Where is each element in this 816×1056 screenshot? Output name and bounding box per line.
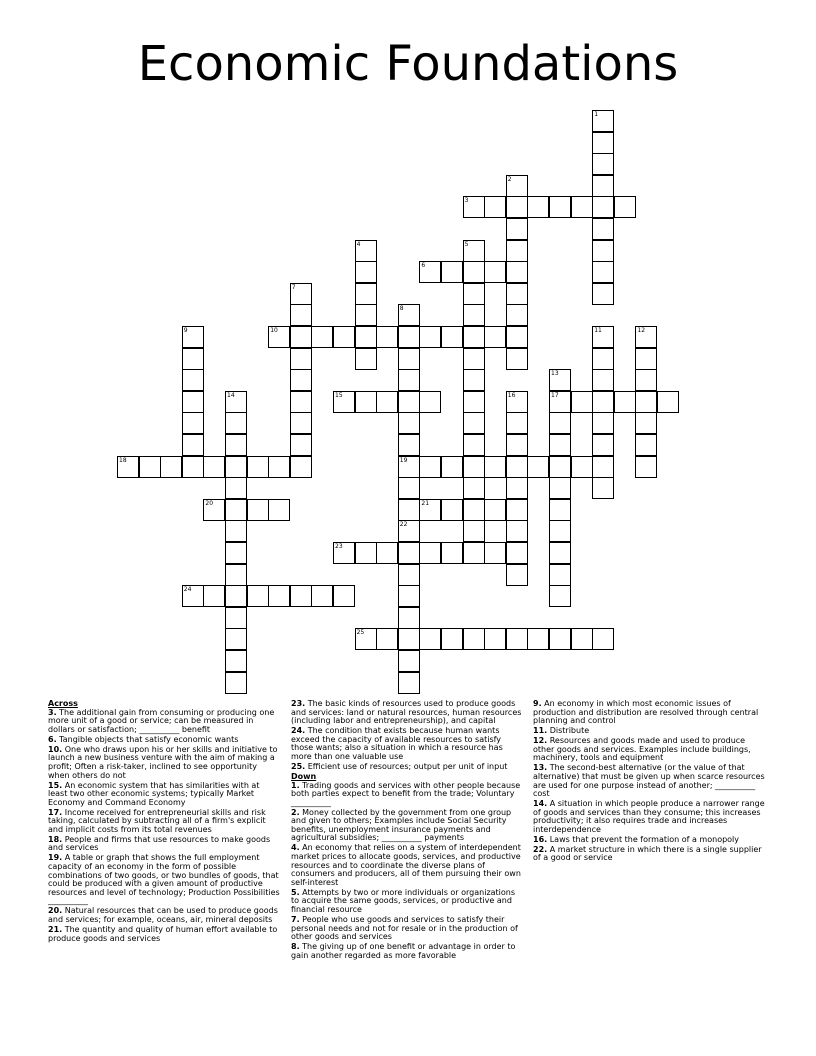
grid-cell[interactable]	[355, 326, 377, 348]
grid-cell[interactable]	[182, 434, 204, 456]
grid-cell[interactable]	[311, 585, 333, 607]
grid-cell[interactable]	[290, 434, 312, 456]
grid-clue-number: 24	[183, 586, 192, 594]
grid-clue-number: 21	[421, 499, 430, 507]
grid-cell[interactable]	[506, 218, 528, 240]
clue-text: An economic system that has similarities with at least two other economic systems; typically Market Economy and Command Economy	[48, 780, 260, 807]
grid-cell[interactable]	[657, 391, 679, 413]
grid-clue-number: 19	[399, 456, 408, 464]
grid-cell[interactable]	[398, 456, 420, 478]
clue-item	[291, 763, 523, 772]
grid-cell[interactable]	[225, 434, 247, 456]
grid-cell[interactable]	[549, 434, 571, 456]
grid-cell[interactable]	[225, 650, 247, 672]
grid-cell[interactable]	[463, 628, 485, 650]
grid-clue-number: 1	[594, 111, 599, 118]
grid-cell[interactable]	[290, 304, 312, 326]
grid-clue-number: 20	[205, 499, 214, 507]
grid-cell[interactable]	[247, 585, 269, 607]
grid-cell[interactable]	[463, 456, 485, 478]
grid-cell[interactable]	[549, 369, 571, 391]
grid-cell[interactable]	[398, 499, 420, 521]
grid-cell[interactable]	[549, 585, 571, 607]
clue-item	[291, 844, 523, 887]
clue-item	[48, 907, 280, 924]
grid-cell[interactable]	[182, 585, 204, 607]
grid-cell[interactable]	[614, 196, 636, 218]
grid-cell[interactable]	[484, 196, 506, 218]
grid-cell[interactable]	[268, 585, 290, 607]
clue-item	[533, 737, 765, 763]
grid-cell[interactable]	[463, 348, 485, 370]
clue-number: 4.	[291, 843, 300, 853]
grid-cell[interactable]	[333, 585, 355, 607]
grid-cell[interactable]	[355, 542, 377, 564]
grid-clue-number: 15	[335, 391, 343, 399]
grid-cell[interactable]	[506, 348, 528, 370]
grid-cell[interactable]	[506, 326, 528, 348]
grid-cell[interactable]	[376, 391, 398, 413]
grid-cell[interactable]	[635, 412, 657, 434]
grid-cell[interactable]	[463, 326, 485, 348]
grid-cell[interactable]	[441, 499, 463, 521]
grid-clue-number: 10	[270, 327, 278, 334]
grid-clue-number: 23	[335, 543, 343, 550]
clue-text: One who draws upon his or her skills and initiative to launch a new business venture with the aim of making a profit; Often a risk-taker, inclined to see opportunity when others do not	[48, 744, 278, 780]
grid-cell[interactable]	[592, 434, 614, 456]
clue-number: 15.	[48, 780, 63, 790]
grid-cell[interactable]	[592, 196, 614, 218]
grid-cell[interactable]	[139, 456, 161, 478]
grid-cell[interactable]	[592, 132, 614, 154]
grid-cell[interactable]	[160, 456, 182, 478]
grid-cell[interactable]	[398, 564, 420, 586]
clue-item	[48, 746, 280, 780]
clue-number: 2.	[291, 807, 300, 817]
clue-text: The additional gain from consuming or producing one more unit of a good or service; can be measured in dollars or satisfaction; __________ benefit	[48, 707, 275, 734]
clue-text: Income received for entrepreneurial skills and risk taking, calculated by subtracting all of a firm's explicit and implicit costs from its total revenues	[48, 807, 266, 834]
grid-cell[interactable]	[182, 348, 204, 370]
grid-cell[interactable]	[506, 564, 528, 586]
grid-cell[interactable]	[247, 499, 269, 521]
grid-clue-number: 9	[183, 327, 188, 334]
grid-cell[interactable]	[592, 261, 614, 283]
clue-text: A table or graph that shows the full employment capacity of an economy in the form of possible combinations of two goods, or two bundles of goods, that could be produced with a given amount of productive resources and level of technology; Production Possibilities __________	[48, 853, 280, 906]
grid-cell[interactable]	[549, 499, 571, 521]
grid-cell[interactable]	[376, 628, 398, 650]
grid-cell[interactable]	[484, 499, 506, 521]
grid-cell[interactable]	[290, 369, 312, 391]
grid-cell[interactable]	[463, 391, 485, 413]
grid-cell[interactable]	[290, 456, 312, 478]
grid-cell[interactable]	[419, 499, 441, 521]
clue-number: 8.	[291, 942, 300, 952]
grid-cell[interactable]	[592, 283, 614, 305]
clue-item	[533, 727, 765, 736]
clue-item	[48, 709, 280, 735]
clue-text: Attempts by two or more individuals or organizations to acquire the same goods, services, or productive and financial resource	[291, 887, 516, 914]
grid-clue-number: 17	[551, 391, 559, 399]
grid-cell[interactable]	[225, 456, 247, 478]
clue-number: 24.	[291, 726, 306, 736]
clue-number: 22.	[533, 844, 548, 854]
grid-cell[interactable]	[225, 520, 247, 542]
grid-cell[interactable]	[549, 412, 571, 434]
clue-column-2	[291, 700, 523, 962]
clue-number: 9.	[533, 699, 542, 708]
grid-cell[interactable]	[398, 542, 420, 564]
grid-cell[interactable]	[527, 196, 549, 218]
grid-cell[interactable]	[635, 348, 657, 370]
grid-cell[interactable]	[203, 585, 225, 607]
grid-cell[interactable]	[463, 520, 485, 542]
grid-cell[interactable]	[506, 196, 528, 218]
grid-cell[interactable]	[355, 261, 377, 283]
grid-cell[interactable]	[463, 240, 485, 262]
grid-cell[interactable]	[592, 240, 614, 262]
clue-column-3	[533, 700, 765, 864]
clue-text: An economy in which most economic issues of production and distribution are resolved through central planning and control	[533, 699, 759, 726]
grid-cell[interactable]	[635, 369, 657, 391]
clue-item	[533, 846, 765, 863]
grid-cell[interactable]	[506, 412, 528, 434]
clue-text: The second-best alternative (or the value of that alternative) that must be given up when scarce resources are used for one purpose instead of another; __________ cost	[533, 763, 765, 799]
grid-cell[interactable]	[290, 283, 312, 305]
clue-text: Distribute	[547, 726, 590, 736]
grid-cell[interactable]	[225, 477, 247, 499]
clue-text: The condition that exists because human wants exceed the capacity of available resources to satisfy those wants; also a situation in which a resource has more than one valuable use	[291, 726, 503, 761]
grid-cell[interactable]	[182, 326, 204, 348]
clue-number: 6.	[48, 734, 57, 744]
grid-cell[interactable]	[592, 477, 614, 499]
grid-cell[interactable]	[592, 218, 614, 240]
clue-text: Trading goods and services with other people because both parties expect to benefit from the trade; Voluntary __________	[291, 780, 521, 807]
grid-cell[interactable]	[419, 628, 441, 650]
clue-number: 11.	[533, 726, 548, 736]
grid-cell[interactable]	[484, 326, 506, 348]
grid-clue-number: 11	[594, 327, 602, 334]
grid-cell[interactable]	[592, 412, 614, 434]
grid-cell[interactable]	[225, 391, 247, 413]
clue-item	[291, 782, 523, 808]
grid-cell[interactable]	[635, 391, 657, 413]
grid-cell[interactable]	[463, 196, 485, 218]
clue-number: 18.	[48, 834, 63, 844]
clue-item	[533, 836, 765, 845]
grid-cell[interactable]	[355, 240, 377, 262]
clue-number: 5.	[291, 887, 300, 897]
grid-cell[interactable]	[398, 477, 420, 499]
grid-cell[interactable]	[355, 304, 377, 326]
clue-text: Tangible objects that satisfy economic wants	[56, 734, 239, 744]
grid-cell[interactable]	[506, 520, 528, 542]
clue-number: 14.	[533, 799, 548, 809]
grid-cell[interactable]	[225, 672, 247, 694]
grid-cell[interactable]	[376, 326, 398, 348]
grid-cell[interactable]	[398, 520, 420, 542]
clue-item	[48, 836, 280, 853]
grid-cell[interactable]	[203, 499, 225, 521]
grid-cell[interactable]	[506, 434, 528, 456]
grid-cell[interactable]	[463, 261, 485, 283]
grid-cell[interactable]	[398, 628, 420, 650]
grid-cell[interactable]	[419, 261, 441, 283]
grid-cell[interactable]	[592, 326, 614, 348]
grid-cell[interactable]	[268, 456, 290, 478]
grid-clue-number: 6	[421, 262, 426, 270]
across-heading: Across	[48, 699, 78, 708]
clue-number: 21.	[48, 924, 63, 934]
grid-cell[interactable]	[117, 456, 139, 478]
grid-cell[interactable]	[549, 477, 571, 499]
clue-number: 7.	[291, 914, 300, 924]
clue-text: People who use goods and services to satisfy their personal needs and not for resale or in the production of other goods and services	[291, 914, 518, 942]
clue-item	[291, 943, 523, 960]
grid-cell[interactable]	[182, 369, 204, 391]
grid-clue-number: 5	[464, 240, 469, 248]
grid-clue-number: 7	[291, 283, 296, 291]
grid-cell[interactable]	[441, 628, 463, 650]
grid-cell[interactable]	[592, 456, 614, 478]
grid-clue-number: 2	[507, 175, 512, 183]
grid-cell[interactable]	[571, 391, 593, 413]
grid-cell[interactable]	[549, 456, 571, 478]
clue-number: 19.	[48, 853, 63, 863]
clue-text: People and firms that use resources to make goods and services	[48, 834, 271, 853]
clue-number: 10.	[48, 744, 63, 754]
clue-number: 20.	[48, 906, 63, 916]
grid-cell[interactable]	[225, 585, 247, 607]
grid-clue-number: 8	[399, 305, 404, 313]
grid-cell[interactable]	[398, 304, 420, 326]
grid-cell[interactable]	[182, 412, 204, 434]
grid-cell[interactable]	[463, 283, 485, 305]
grid-cell[interactable]	[463, 412, 485, 434]
grid-cell[interactable]	[182, 391, 204, 413]
grid-cell[interactable]	[463, 369, 485, 391]
grid-cell[interactable]	[398, 412, 420, 434]
clue-item	[533, 700, 765, 726]
grid-cell[interactable]	[592, 391, 614, 413]
grid-cell[interactable]	[441, 326, 463, 348]
grid-cell[interactable]	[311, 326, 333, 348]
grid-clue-number: 22	[399, 521, 408, 529]
clue-text: The giving up of one benefit or advantage in order to gain another regarded as more favorable	[291, 942, 516, 960]
grid-cell[interactable]	[268, 326, 290, 348]
grid-cell[interactable]	[463, 542, 485, 564]
page-title: Economic Foundations	[137, 36, 679, 92]
grid-cell[interactable]	[441, 456, 463, 478]
grid-cell[interactable]	[506, 304, 528, 326]
grid-clue-number: 14	[227, 391, 235, 399]
grid-cell[interactable]	[355, 391, 377, 413]
grid-cell[interactable]	[506, 628, 528, 650]
grid-cell[interactable]	[355, 628, 377, 650]
clue-number: 12.	[533, 736, 548, 746]
clue-text: Efficient use of resources; output per unit of input	[305, 761, 508, 771]
grid-cell[interactable]	[225, 607, 247, 629]
grid-cell[interactable]	[441, 261, 463, 283]
grid-cell[interactable]	[506, 391, 528, 413]
grid-cell[interactable]	[441, 542, 463, 564]
grid-cell[interactable]	[463, 434, 485, 456]
grid-cell[interactable]	[635, 456, 657, 478]
grid-cell[interactable]	[398, 607, 420, 629]
grid-cell[interactable]	[592, 175, 614, 197]
grid-cell[interactable]	[463, 304, 485, 326]
clue-item	[48, 809, 280, 835]
clue-number: 25.	[291, 761, 306, 771]
clue-text: An economy that relies on a system of interdependent market prices to allocate goods, services, and productive resources and to coordinate the diverse plans of consumers and producers, all of them pursuing their own self-interest	[291, 843, 521, 887]
grid-cell[interactable]	[290, 391, 312, 413]
grid-cell[interactable]	[398, 650, 420, 672]
grid-cell[interactable]	[527, 456, 549, 478]
grid-cell[interactable]	[506, 477, 528, 499]
grid-cell[interactable]	[419, 542, 441, 564]
grid-cell[interactable]	[398, 369, 420, 391]
grid-cell[interactable]	[355, 283, 377, 305]
grid-cell[interactable]	[463, 477, 485, 499]
grid-clue-number: 13	[551, 370, 559, 378]
grid-cell[interactable]	[506, 240, 528, 262]
grid-cell[interactable]	[506, 499, 528, 521]
clue-number: 1.	[291, 780, 300, 790]
clue-number: 23.	[291, 699, 306, 708]
grid-cell[interactable]	[225, 628, 247, 650]
clue-text: The basic kinds of resources used to produce goods and services: land or natural resources, human resources (including labor and entrepreneurship), and capital	[291, 699, 522, 726]
grid-cell[interactable]	[398, 672, 420, 694]
grid-cell[interactable]	[571, 456, 593, 478]
grid-cell[interactable]	[419, 326, 441, 348]
clue-text: Laws that prevent the formation of a monopoly	[547, 834, 740, 844]
clue-column-1	[48, 700, 280, 945]
clue-text: The quantity and quality of human effort available to produce goods and services	[48, 924, 278, 943]
grid-cell[interactable]	[592, 110, 614, 132]
grid-cell[interactable]	[506, 261, 528, 283]
clue-number: 17.	[48, 807, 63, 817]
grid-cell[interactable]	[419, 456, 441, 478]
grid-cell[interactable]	[635, 434, 657, 456]
grid-cell[interactable]	[333, 542, 355, 564]
grid-cell[interactable]	[592, 628, 614, 650]
grid-cell[interactable]	[463, 499, 485, 521]
grid-cell[interactable]	[635, 326, 657, 348]
grid-cell[interactable]	[268, 499, 290, 521]
grid-cell[interactable]	[484, 628, 506, 650]
grid-cell[interactable]	[355, 348, 377, 370]
clue-text: Resources and goods made and used to produce other goods and services. Examples include buildings, machinery, tools and equipment	[533, 736, 751, 763]
grid-cell[interactable]	[506, 456, 528, 478]
clue-item	[291, 727, 523, 761]
grid-cell[interactable]	[549, 196, 571, 218]
grid-cell[interactable]	[484, 542, 506, 564]
grid-cell[interactable]	[592, 153, 614, 175]
grid-cell[interactable]	[290, 348, 312, 370]
grid-cell[interactable]	[225, 412, 247, 434]
grid-cell[interactable]	[203, 456, 225, 478]
grid-cell[interactable]	[549, 520, 571, 542]
grid-cell[interactable]	[398, 348, 420, 370]
grid-cell[interactable]	[506, 283, 528, 305]
grid-cell[interactable]	[419, 391, 441, 413]
grid-cell[interactable]	[398, 326, 420, 348]
clue-item	[48, 926, 280, 943]
clue-text: Money collected by the government from one group and given to others; Examples include Social Security benefits, unemployment insurance payments and agricultural subsidies; __________ payments	[291, 807, 512, 843]
grid-cell[interactable]	[398, 391, 420, 413]
grid-cell[interactable]	[549, 628, 571, 650]
grid-cell[interactable]	[333, 326, 355, 348]
grid-cell[interactable]	[549, 542, 571, 564]
grid-cell[interactable]	[290, 326, 312, 348]
grid-cell[interactable]	[225, 499, 247, 521]
grid-clue-number: 4	[356, 240, 361, 248]
grid-cell[interactable]	[571, 196, 593, 218]
grid-cell[interactable]	[592, 369, 614, 391]
grid-clue-number: 12	[637, 327, 646, 334]
grid-cell[interactable]	[592, 348, 614, 370]
grid-cell[interactable]	[527, 628, 549, 650]
grid-cell[interactable]	[506, 542, 528, 564]
down-heading: Down	[291, 771, 317, 781]
grid-cell[interactable]	[247, 456, 269, 478]
clue-item	[48, 736, 280, 745]
clue-number: 3.	[48, 707, 57, 717]
grid-cell[interactable]	[549, 391, 571, 413]
clue-item	[48, 782, 280, 808]
grid-cell[interactable]	[333, 391, 355, 413]
clue-item	[291, 809, 523, 843]
clue-number: 16.	[533, 834, 548, 844]
clue-item	[291, 916, 523, 942]
clue-number: 13.	[533, 763, 548, 773]
grid-cell[interactable]	[506, 175, 528, 197]
grid-cell[interactable]	[398, 434, 420, 456]
grid-clue-number: 25	[356, 629, 365, 637]
clue-item	[533, 764, 765, 798]
grid-cell[interactable]	[571, 628, 593, 650]
grid-cell[interactable]	[225, 564, 247, 586]
clue-text: A situation in which people produce a narrower range of goods and services than they consume; this increases productivity; it also requires trade and increases interdependence	[533, 799, 765, 834]
grid-cell[interactable]	[398, 585, 420, 607]
grid-cell[interactable]	[290, 585, 312, 607]
clue-item	[291, 700, 523, 726]
grid-cell[interactable]	[614, 391, 636, 413]
clue-text: Natural resources that can be used to produce goods and services; for example, oceans, air, mineral deposits	[48, 906, 278, 924]
clue-item	[533, 800, 765, 834]
clue-text: A market structure in which there is a single supplier of a good or service	[533, 844, 762, 863]
grid-clue-number: 3	[464, 197, 469, 205]
grid-cell[interactable]	[484, 261, 506, 283]
grid-cell[interactable]	[225, 542, 247, 564]
grid-cell[interactable]	[549, 564, 571, 586]
grid-cell[interactable]	[484, 456, 506, 478]
grid-clue-number: 18	[119, 456, 127, 464]
grid-cell[interactable]	[376, 542, 398, 564]
clue-item	[291, 889, 523, 915]
grid-cell[interactable]	[290, 412, 312, 434]
clue-item	[48, 854, 280, 906]
grid-cell[interactable]	[182, 456, 204, 478]
grid-clue-number: 16	[507, 391, 516, 399]
